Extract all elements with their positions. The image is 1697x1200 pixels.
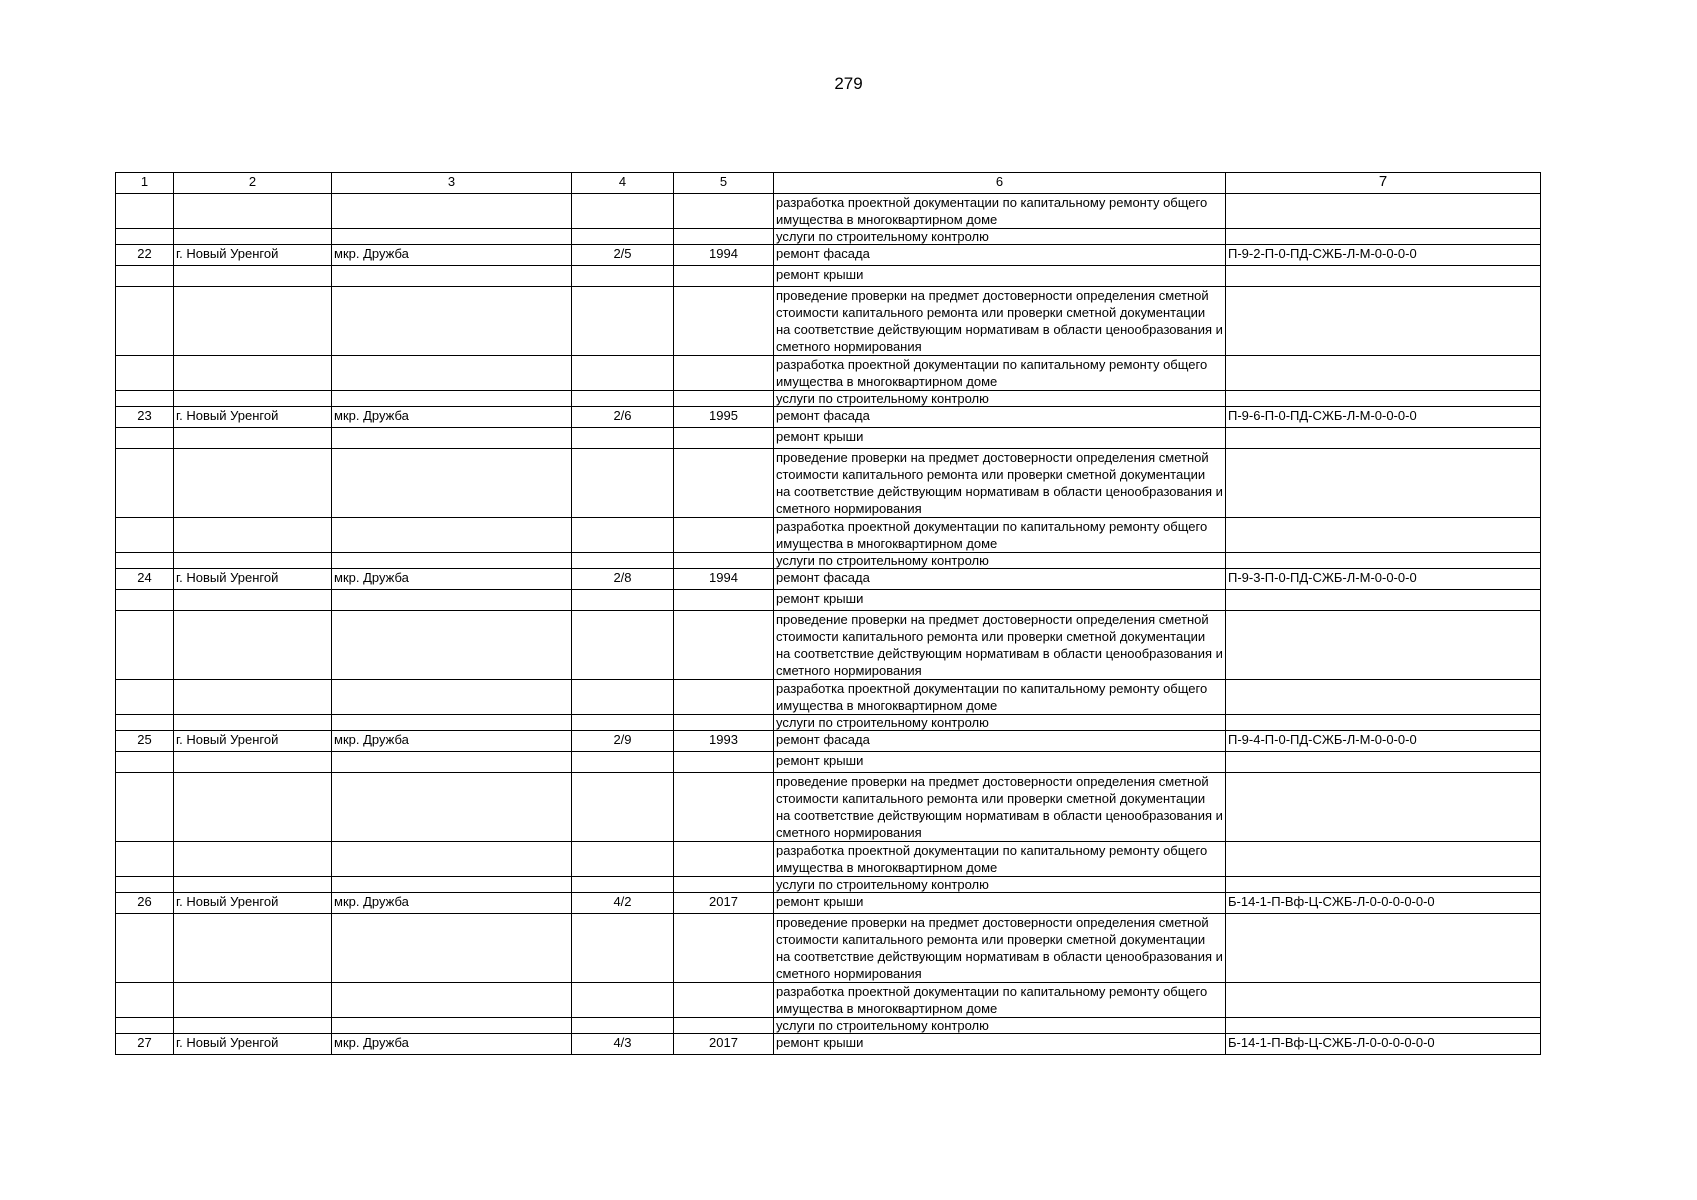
- cell-house: [572, 1018, 674, 1034]
- cell-code: [1226, 266, 1541, 287]
- cell-year: 2017: [674, 1034, 774, 1055]
- cell-district: [332, 428, 572, 449]
- cell-city: г. Новый Уренгой: [174, 731, 332, 752]
- cell-house: [572, 983, 674, 1018]
- cell-code: [1226, 553, 1541, 569]
- cell-number: 24: [116, 569, 174, 590]
- table-row: [116, 773, 1541, 842]
- column-header: 2: [174, 173, 332, 194]
- table-row: [116, 842, 1541, 877]
- cell-work-type: услуги по строительному контролю: [774, 553, 1226, 569]
- cell-house: [572, 842, 674, 877]
- cell-work-type: проведение проверки на предмет достоверности определения сметной стоимости капитального ремонта или проверки сметной документации на соответствие действующим нормативам в области ценообразования и сметного нормирования: [774, 287, 1226, 356]
- cell-number: 27: [116, 1034, 174, 1055]
- cell-district: [332, 391, 572, 407]
- cell-city: [174, 194, 332, 229]
- cell-work-type: разработка проектной документации по капитальному ремонту общего имущества в многоквартирном доме: [774, 194, 1226, 229]
- table-row: [116, 611, 1541, 680]
- cell-code: [1226, 391, 1541, 407]
- table-row: [116, 194, 1541, 229]
- cell-house: [572, 752, 674, 773]
- cell-work-type: разработка проектной документации по капитальному ремонту общего имущества в многоквартирном доме: [774, 983, 1226, 1018]
- cell-number: [116, 449, 174, 518]
- cell-year: 2017: [674, 893, 774, 914]
- cell-code: [1226, 194, 1541, 229]
- column-header: 1: [116, 173, 174, 194]
- cell-code: П-9-3-П-0-ПД-СЖБ-Л-М-0-0-0-0: [1226, 569, 1541, 590]
- cell-number: [116, 229, 174, 245]
- page-number: 279: [834, 74, 863, 93]
- cell-work-type: разработка проектной документации по капитальному ремонту общего имущества в многоквартирном доме: [774, 680, 1226, 715]
- cell-number: [116, 715, 174, 731]
- cell-district: [332, 611, 572, 680]
- table-row: [116, 731, 1541, 752]
- cell-house: [572, 553, 674, 569]
- cell-city: [174, 266, 332, 287]
- cell-year: [674, 680, 774, 715]
- cell-code: [1226, 1018, 1541, 1034]
- cell-code: [1226, 752, 1541, 773]
- table-row: [116, 893, 1541, 914]
- table-row: [116, 983, 1541, 1018]
- cell-year: [674, 590, 774, 611]
- cell-city: [174, 428, 332, 449]
- cell-house: 4/3: [572, 1034, 674, 1055]
- cell-district: [332, 356, 572, 391]
- cell-code: П-9-4-П-0-ПД-СЖБ-Л-М-0-0-0-0: [1226, 731, 1541, 752]
- cell-number: [116, 877, 174, 893]
- cell-city: [174, 553, 332, 569]
- cell-work-type: проведение проверки на предмет достоверности определения сметной стоимости капитального ремонта или проверки сметной документации на соответствие действующим нормативам в области ценообразования и сметного нормирования: [774, 773, 1226, 842]
- cell-city: г. Новый Уренгой: [174, 893, 332, 914]
- cell-city: [174, 773, 332, 842]
- cell-district: [332, 1018, 572, 1034]
- cell-year: 1994: [674, 569, 774, 590]
- cell-city: г. Новый Уренгой: [174, 1034, 332, 1055]
- cell-work-type: проведение проверки на предмет достоверности определения сметной стоимости капитального ремонта или проверки сметной документации на соответствие действующим нормативам в области ценообразования и сметного нормирования: [774, 449, 1226, 518]
- table-row: [116, 245, 1541, 266]
- table-row: [116, 1034, 1541, 1055]
- table-row: [116, 229, 1541, 245]
- cell-number: [116, 1018, 174, 1034]
- cell-city: [174, 680, 332, 715]
- cell-code: [1226, 842, 1541, 877]
- table-row: [116, 356, 1541, 391]
- cell-code: [1226, 611, 1541, 680]
- cell-house: [572, 877, 674, 893]
- column-header: 5: [674, 173, 774, 194]
- cell-city: [174, 391, 332, 407]
- cell-house: [572, 356, 674, 391]
- cell-year: [674, 518, 774, 553]
- cell-work-type: услуги по строительному контролю: [774, 391, 1226, 407]
- cell-house: [572, 428, 674, 449]
- cell-city: г. Новый Уренгой: [174, 407, 332, 428]
- cell-number: [116, 842, 174, 877]
- cell-code: [1226, 877, 1541, 893]
- cell-year: [674, 914, 774, 983]
- cell-code: [1226, 287, 1541, 356]
- cell-year: [674, 229, 774, 245]
- table-row: [116, 428, 1541, 449]
- cell-number: [116, 752, 174, 773]
- cell-number: [116, 590, 174, 611]
- cell-year: [674, 287, 774, 356]
- cell-district: [332, 877, 572, 893]
- cell-code: [1226, 518, 1541, 553]
- cell-work-type: услуги по строительному контролю: [774, 1018, 1226, 1034]
- cell-house: [572, 287, 674, 356]
- cell-district: [332, 773, 572, 842]
- column-header: 7: [1226, 173, 1541, 194]
- cell-number: [116, 773, 174, 842]
- table-row: [116, 680, 1541, 715]
- table-row: [116, 518, 1541, 553]
- cell-work-type: ремонт фасада: [774, 407, 1226, 428]
- cell-code: [1226, 229, 1541, 245]
- table-row: [116, 553, 1541, 569]
- cell-city: [174, 914, 332, 983]
- cell-code: [1226, 680, 1541, 715]
- cell-district: [332, 914, 572, 983]
- cell-district: [332, 194, 572, 229]
- column-header: 6: [774, 173, 1226, 194]
- table-row: [116, 914, 1541, 983]
- cell-district: [332, 449, 572, 518]
- cell-work-type: ремонт фасада: [774, 569, 1226, 590]
- cell-district: [332, 680, 572, 715]
- cell-number: [116, 266, 174, 287]
- cell-district: [332, 983, 572, 1018]
- cell-year: [674, 842, 774, 877]
- cell-house: [572, 518, 674, 553]
- cell-house: [572, 194, 674, 229]
- cell-city: [174, 229, 332, 245]
- cell-district: мкр. Дружба: [332, 731, 572, 752]
- cell-year: [674, 1018, 774, 1034]
- cell-city: г. Новый Уренгой: [174, 245, 332, 266]
- cell-code: [1226, 914, 1541, 983]
- cell-house: 2/9: [572, 731, 674, 752]
- cell-house: [572, 590, 674, 611]
- cell-code: [1226, 983, 1541, 1018]
- cell-number: [116, 391, 174, 407]
- cell-city: [174, 715, 332, 731]
- cell-number: [116, 611, 174, 680]
- table-row: [116, 287, 1541, 356]
- table-row: [116, 877, 1541, 893]
- cell-year: [674, 449, 774, 518]
- cell-number: [116, 356, 174, 391]
- cell-district: [332, 842, 572, 877]
- cell-city: [174, 983, 332, 1018]
- cell-work-type: услуги по строительному контролю: [774, 877, 1226, 893]
- cell-year: [674, 983, 774, 1018]
- cell-house: 2/5: [572, 245, 674, 266]
- cell-year: [674, 553, 774, 569]
- cell-house: [572, 229, 674, 245]
- cell-district: [332, 518, 572, 553]
- cell-number: 23: [116, 407, 174, 428]
- cell-year: [674, 773, 774, 842]
- cell-number: [116, 680, 174, 715]
- cell-year: [674, 356, 774, 391]
- cell-house: [572, 266, 674, 287]
- cell-house: [572, 715, 674, 731]
- cell-code: [1226, 428, 1541, 449]
- cell-number: [116, 518, 174, 553]
- cell-year: [674, 428, 774, 449]
- cell-house: [572, 611, 674, 680]
- cell-city: [174, 287, 332, 356]
- cell-district: [332, 553, 572, 569]
- register-table: [115, 172, 1541, 1055]
- cell-city: [174, 611, 332, 680]
- cell-work-type: ремонт крыши: [774, 1034, 1226, 1055]
- cell-city: [174, 842, 332, 877]
- cell-number: 25: [116, 731, 174, 752]
- cell-work-type: проведение проверки на предмет достоверности определения сметной стоимости капитального ремонта или проверки сметной документации на соответствие действующим нормативам в области ценообразования и сметного нормирования: [774, 914, 1226, 983]
- cell-city: [174, 518, 332, 553]
- column-header: 3: [332, 173, 572, 194]
- cell-district: [332, 715, 572, 731]
- cell-house: 2/8: [572, 569, 674, 590]
- cell-number: [116, 983, 174, 1018]
- cell-district: [332, 287, 572, 356]
- table-row: [116, 1018, 1541, 1034]
- cell-district: мкр. Дружба: [332, 407, 572, 428]
- table-row: [116, 391, 1541, 407]
- table-row: [116, 590, 1541, 611]
- cell-house: 2/6: [572, 407, 674, 428]
- cell-year: [674, 194, 774, 229]
- cell-year: [674, 266, 774, 287]
- cell-year: [674, 391, 774, 407]
- cell-house: [572, 391, 674, 407]
- cell-year: 1995: [674, 407, 774, 428]
- cell-work-type: проведение проверки на предмет достоверности определения сметной стоимости капитального ремонта или проверки сметной документации на соответствие действующим нормативам в области ценообразования и сметного нормирования: [774, 611, 1226, 680]
- cell-code: П-9-6-П-0-ПД-СЖБ-Л-М-0-0-0-0: [1226, 407, 1541, 428]
- cell-district: мкр. Дружба: [332, 569, 572, 590]
- table-row: [116, 569, 1541, 590]
- cell-code: [1226, 715, 1541, 731]
- cell-year: 1994: [674, 245, 774, 266]
- cell-house: 4/2: [572, 893, 674, 914]
- cell-city: [174, 877, 332, 893]
- cell-district: мкр. Дружба: [332, 245, 572, 266]
- cell-number: [116, 428, 174, 449]
- cell-year: 1993: [674, 731, 774, 752]
- cell-year: [674, 611, 774, 680]
- cell-code: [1226, 773, 1541, 842]
- cell-district: мкр. Дружба: [332, 1034, 572, 1055]
- cell-number: [116, 194, 174, 229]
- cell-city: [174, 356, 332, 391]
- cell-work-type: разработка проектной документации по капитальному ремонту общего имущества в многоквартирном доме: [774, 842, 1226, 877]
- cell-year: [674, 877, 774, 893]
- table-row: [116, 715, 1541, 731]
- cell-code: [1226, 590, 1541, 611]
- cell-work-type: разработка проектной документации по капитальному ремонту общего имущества в многоквартирном доме: [774, 356, 1226, 391]
- cell-code: [1226, 356, 1541, 391]
- cell-city: [174, 752, 332, 773]
- cell-work-type: ремонт крыши: [774, 428, 1226, 449]
- cell-work-type: услуги по строительному контролю: [774, 229, 1226, 245]
- cell-work-type: ремонт фасада: [774, 731, 1226, 752]
- column-header: 4: [572, 173, 674, 194]
- cell-year: [674, 752, 774, 773]
- cell-work-type: ремонт фасада: [774, 245, 1226, 266]
- cell-code: Б-14-1-П-Вф-Ц-СЖБ-Л-0-0-0-0-0-0: [1226, 1034, 1541, 1055]
- header-row: [116, 173, 1541, 194]
- cell-number: 26: [116, 893, 174, 914]
- cell-code: П-9-2-П-0-ПД-СЖБ-Л-М-0-0-0-0: [1226, 245, 1541, 266]
- cell-work-type: ремонт крыши: [774, 266, 1226, 287]
- cell-code: Б-14-1-П-Вф-Ц-СЖБ-Л-0-0-0-0-0-0: [1226, 893, 1541, 914]
- cell-district: мкр. Дружба: [332, 893, 572, 914]
- cell-number: [116, 287, 174, 356]
- cell-work-type: ремонт крыши: [774, 893, 1226, 914]
- cell-city: г. Новый Уренгой: [174, 569, 332, 590]
- cell-number: 22: [116, 245, 174, 266]
- cell-work-type: услуги по строительному контролю: [774, 715, 1226, 731]
- cell-city: [174, 590, 332, 611]
- cell-city: [174, 1018, 332, 1034]
- cell-house: [572, 680, 674, 715]
- cell-number: [116, 914, 174, 983]
- cell-house: [572, 914, 674, 983]
- table-row: [116, 407, 1541, 428]
- table-row: [116, 449, 1541, 518]
- cell-work-type: разработка проектной документации по капитальному ремонту общего имущества в многоквартирном доме: [774, 518, 1226, 553]
- cell-year: [674, 715, 774, 731]
- table-row: [116, 752, 1541, 773]
- table-row: [116, 266, 1541, 287]
- cell-district: [332, 266, 572, 287]
- cell-work-type: ремонт крыши: [774, 590, 1226, 611]
- cell-code: [1226, 449, 1541, 518]
- cell-district: [332, 752, 572, 773]
- cell-district: [332, 229, 572, 245]
- cell-number: [116, 553, 174, 569]
- cell-house: [572, 449, 674, 518]
- cell-work-type: ремонт крыши: [774, 752, 1226, 773]
- cell-district: [332, 590, 572, 611]
- cell-house: [572, 773, 674, 842]
- cell-city: [174, 449, 332, 518]
